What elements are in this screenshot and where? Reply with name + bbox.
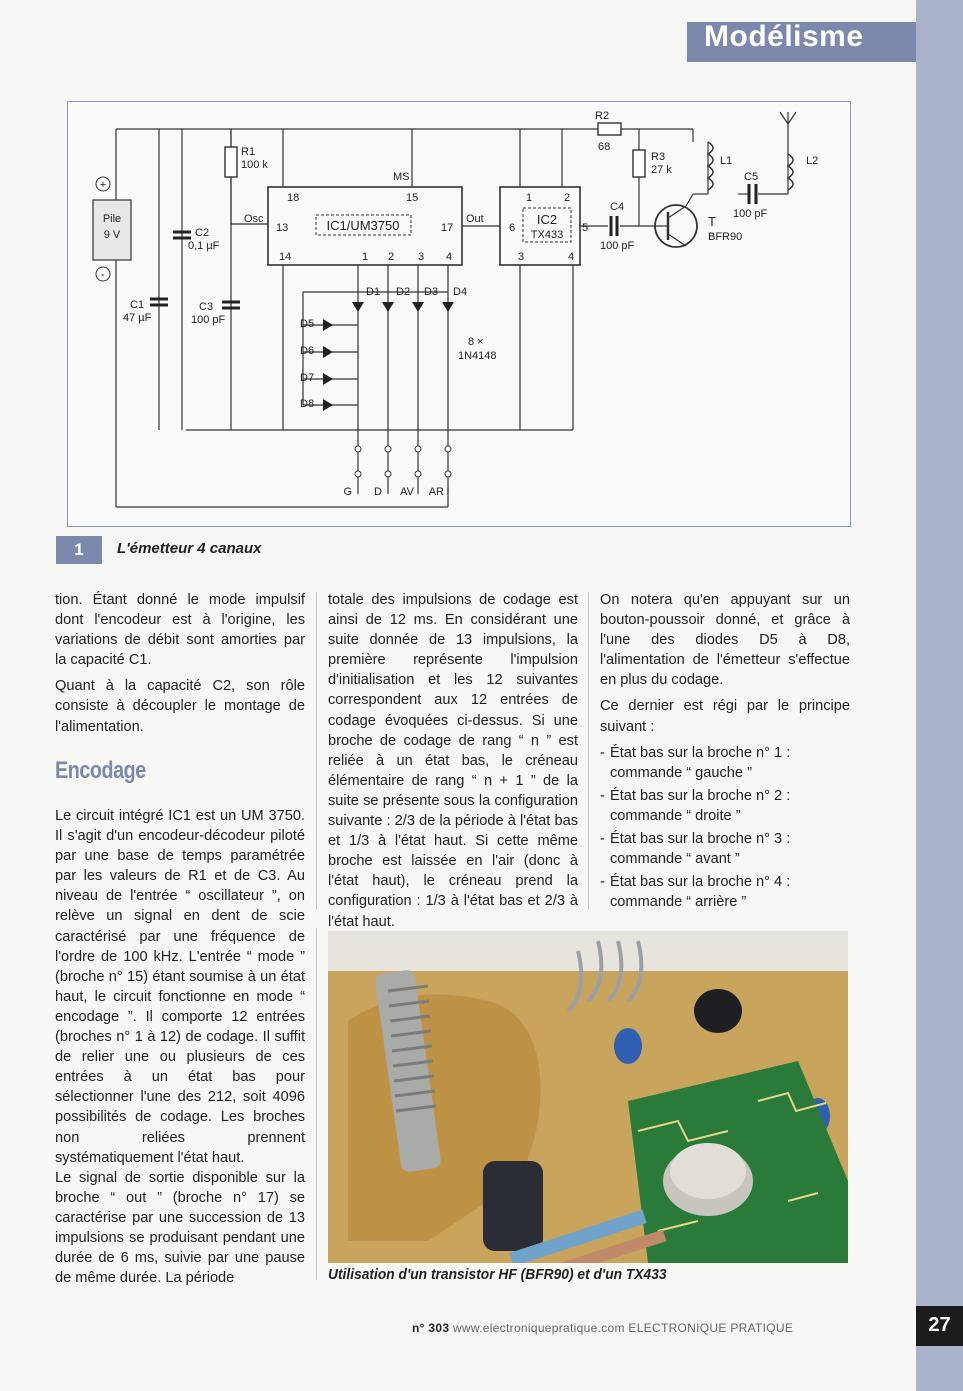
diodes-count-label: 8 × [468,336,484,348]
d2-label: D2 [396,286,411,298]
pin18-label: 18 [287,192,300,204]
out-label: Out [466,213,484,225]
c5-label: C5 [744,171,759,183]
column-divider [316,928,317,1280]
c1-label: C1 [130,299,145,311]
c3-value-label: 100 pF [191,314,226,326]
r3-label: R3 [651,151,666,163]
paragraph: tion. Étant donné le mode impulsif dont l'encodeur est à l'origine, les variations de débit sont amorties par la capacité C1. [55,592,305,669]
battery-plus-label: + [99,179,107,191]
paragraph: Le circuit intégré IC1 est un UM 3750. Il s'agit d'un encodeur-décodeur piloté par une base de temps paramétrée par les valeurs de R1 et de C3. Au niveau de l'entrée “ oscillateur ”, on relève un signal en dent de scie caractérisé par une fréquence de l'ordre de 100 kHz. L'entrée “ mode ” (broche n° 15) étant soumise à un état haut, le circuit fonctionne en mode “ encodage ”. Il comporte 12 entrées (broches n° 1 à 12) de codage. Il suffit de relier une ou plusieurs de ces entrées à un état bas pour sélectionner l'une des 212, soit 4096 possibilités de codage. Les broches non reliées prennent systématiquement l'état haut. [55,808,305,1166]
ic2-sub-label: TX433 [530,229,564,241]
paragraph: Ce dernier est régi par le principe suivant : [600,698,850,735]
pin4-label: 4 [446,251,453,263]
photo-caption: Utilisation d'un transistor HF (BFR90) et d'un TX433 [328,1266,667,1283]
article-column-1-continued [55,806,305,1294]
column-divider [588,592,589,910]
list-item: - État bas sur la broche n° 3 : commande “ avant ” [600,829,850,869]
d4-label: D4 [453,286,468,298]
figure-caption: L'émetteur 4 canaux [117,540,262,557]
ic2-label: IC2 [536,212,558,227]
circuit-photo [328,931,848,1263]
column-divider [316,592,317,910]
battery-label: Pile [102,213,122,225]
switch-d-label: D [374,486,382,498]
pin17-label: 17 [441,222,454,234]
article-column-2 [328,590,578,938]
c3-label: C3 [199,301,214,313]
paragraph: totale des impulsions de codage est ainsi de 12 ms. En considérant une suite donnée de 13 impulsions, la première représente l'impulsion d'initialisation et les 12 suivantes correspondent aux 12 entrées de codage évoquées ci-dessus. Si une broche de codage de rang “ n ” est reliée à un état bas, le créneau élémentaire de rang “ n + 1 ” de la suite se présente sous la configuration suivante : 2/3 de la période à l'état bas et 1/3 à l'état haut. Si cette même broche est laissée en l'air (donc à l'état haut), le créneau prend la configuration : 1/3 à l'état bas et 2/3 à l'état haut. [328,592,578,930]
pin2-label: 2 [388,251,395,263]
page-footer [412,1321,793,1335]
transistor-ref-label: BFR90 [708,231,743,243]
issue-prefix: n° [412,1321,425,1335]
ic2-pin5-label: 5 [582,222,589,234]
pin15-label: 15 [406,192,419,204]
paragraph: Le signal de sortie disponible sur la broche “ out ” (broche n° 17) se caractérise par une succession de 13 impulsions se produisant pendant une durée de 6 ms, suivie par une pause de même durée. La période [55,1169,305,1287]
d8-label: D8 [300,398,315,410]
magazine-name: ELECTRONIQUE PRATIQUE [628,1321,794,1335]
transistor-label: T [708,214,716,229]
d5-label: D5 [300,318,315,330]
battery-minus-label: - [101,269,105,281]
paragraph: Quant à la capacité C2, son rôle consiste à découpler le montage de l'alimentation. [55,678,305,735]
ic2-pin3-label: 3 [518,251,525,263]
r1-label: R1 [241,146,256,158]
ms-label: MS [393,171,410,183]
section-title: Modélisme [704,20,864,53]
page-side-bar [916,0,963,1391]
c4-label: C4 [610,201,625,213]
schematic-figure [67,101,851,527]
list-item: - État bas sur la broche n° 4 : commande “ arrière ” [600,872,850,912]
switch-ar-label: AR [428,486,444,498]
r2-label: R2 [595,110,610,122]
l1-label: L1 [720,155,733,167]
circuit-board-illustration [328,931,848,1263]
c2-value-label: 0,1 µF [188,240,220,252]
pin14-label: 14 [279,251,292,263]
page-number: 27 [928,1314,951,1336]
r2-value-label: 68 [598,141,611,153]
schematic-diagram [68,102,850,526]
command-list [600,743,850,913]
issue-number: 303 [428,1321,450,1335]
d7-label: D7 [300,372,315,384]
d3-label: D3 [424,286,439,298]
ic2-pin4-label: 4 [568,251,575,263]
l2-label: L2 [806,155,819,167]
c4-value-label: 100 pF [600,240,635,252]
c2-label: C2 [195,227,210,239]
diodes-ref-label: 1N4148 [458,350,497,362]
section-heading: Encodage [55,757,146,784]
r1-value-label: 100 k [241,159,268,171]
article-column-3 [600,590,850,915]
list-item: - État bas sur la broche n° 1 : commande “ gauche ” [600,743,850,783]
pin13-label: 13 [276,222,289,234]
website: www.electroniquepratique.com [452,1321,625,1335]
c1-value-label: 47 µF [123,312,152,324]
ic2-pin2-label: 2 [564,192,571,204]
switch-g-label: G [343,486,352,498]
pin1-label: 1 [362,251,369,263]
d1-label: D1 [366,286,381,298]
battery-voltage-label: 9 V [103,229,121,241]
r3-value-label: 27 k [651,164,672,176]
paragraph: On notera qu'en appuyant sur un bouton-poussoir donné, et grâce à l'une des diodes D5 à D8, l'alimentation de l'émetteur s'effectue en plus du codage. [600,592,850,689]
c5-value-label: 100 pF [733,208,768,220]
list-item: - État bas sur la broche n° 2 : commande “ droite ” [600,786,850,826]
switch-av-label: AV [400,486,414,498]
osc-label: Osc [244,213,264,225]
pin3-label: 3 [418,251,425,263]
d6-label: D6 [300,345,315,357]
ic1-label: IC1/UM3750 [326,218,400,233]
ic2-pin6-label: 6 [509,222,516,234]
article-column-1 [55,590,305,743]
figure-number: 1 [56,536,102,564]
ic2-pin1-label: 1 [526,192,533,204]
